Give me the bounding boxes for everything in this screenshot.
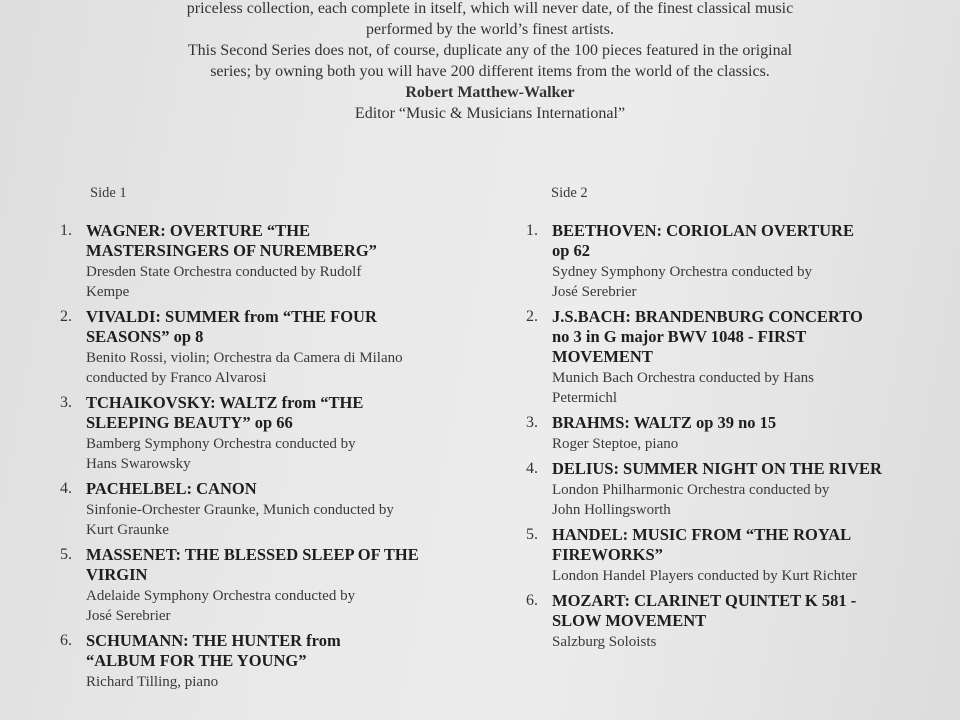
track-performer: Benito Rossi, violin; Orchestra da Camera di Milano conducted by Franco Alvarosi (86, 350, 403, 386)
track-item (514, 307, 954, 408)
track-item (48, 545, 488, 626)
intro-text (120, 0, 860, 124)
track-item (48, 631, 488, 692)
track-performer: London Philharmonic Orchestra conducted by John Hollingsworth (552, 482, 830, 518)
track-performer: Salzburg Soloists (552, 634, 657, 650)
track-title: BRAHMS: WALTZ op 39 no 15 (552, 413, 777, 432)
track-number: 4. (60, 480, 72, 497)
side2-heading: Side 2 (551, 185, 588, 201)
track-performer: Roger Steptoe, piano (552, 436, 679, 452)
track-title: TCHAIKOVSKY: WALTZ from “THE SLEEPING BEAUTY” op 66 (86, 393, 364, 432)
track-number: 6. (526, 592, 538, 609)
track-performer: Richard Tilling, piano (86, 674, 219, 690)
track-item (514, 525, 954, 586)
track-title: PACHELBEL: CANON (86, 479, 257, 498)
editor-name: Robert Matthew-Walker (405, 84, 575, 101)
track-number: 4. (526, 460, 538, 477)
track-title: BEETHOVEN: CORIOLAN OVERTURE op 62 (552, 221, 854, 260)
track-number: 1. (60, 222, 72, 239)
track-title: MOZART: CLARINET QUINTET K 581 - SLOW MOVEMENT (552, 591, 857, 630)
track-item (48, 479, 488, 540)
track-number: 2. (60, 308, 72, 325)
side2-track-list (514, 221, 954, 657)
track-title: DELIUS: SUMMER NIGHT ON THE RIVER (552, 459, 882, 478)
track-number: 5. (526, 526, 538, 543)
track-title: MASSENET: THE BLESSED SLEEP OF THE VIRGIN (86, 545, 419, 584)
intro-line: priceless collection, each complete in itself, which will never date, of the finest classical music (186, 0, 794, 17)
track-item (48, 393, 488, 474)
track-number: 3. (60, 394, 72, 411)
track-title: J.S.BACH: BRANDENBURG CONCERTO no 3 in G major BWV 1048 - FIRST MOVEMENT (552, 307, 863, 366)
track-item (514, 221, 954, 302)
track-title: VIVALDI: SUMMER from “THE FOUR SEASONS” op 8 (86, 307, 377, 346)
track-item (514, 413, 954, 454)
side1-heading: Side 1 (90, 185, 127, 201)
track-title: SCHUMANN: THE HUNTER from “ALBUM FOR THE YOUNG” (86, 631, 341, 670)
track-performer: Bamberg Symphony Orchestra conducted by Hans Swarowsky (86, 436, 356, 472)
track-performer: Munich Bach Orchestra conducted by Hans Petermichl (552, 370, 815, 406)
track-title: WAGNER: OVERTURE “THE MASTERSINGERS OF NUREMBERG” (86, 221, 377, 260)
track-item (48, 221, 488, 302)
track-performer: Sinfonie-Orchester Graunke, Munich conducted by Kurt Graunke (86, 502, 394, 538)
intro-line: This Second Series does not, of course, duplicate any of the 100 pieces featured in the original (187, 42, 793, 59)
track-number: 6. (60, 632, 72, 649)
editor-title: Editor “Music & Musicians International” (354, 105, 626, 122)
track-number: 2. (526, 308, 538, 325)
side1-track-list (48, 221, 488, 697)
track-number: 5. (60, 546, 72, 563)
track-performer: Sydney Symphony Orchestra conducted by José Serebrier (552, 264, 812, 300)
intro-line: performed by the world’s finest artists. (366, 21, 614, 38)
track-performer: Adelaide Symphony Orchestra conducted by José Serebrier (86, 588, 356, 624)
track-performer: London Handel Players conducted by Kurt Richter (552, 568, 857, 584)
track-performer: Dresden State Orchestra conducted by Rudolf Kempe (86, 264, 362, 300)
intro-line: series; by owning both you will have 200 different items from the world of the classics. (210, 63, 770, 80)
track-number: 3. (526, 414, 538, 431)
track-item (514, 459, 954, 520)
track-item (514, 591, 954, 652)
track-item (48, 307, 488, 388)
track-title: HANDEL: MUSIC FROM “THE ROYAL FIREWORKS” (552, 525, 852, 564)
track-number: 1. (526, 222, 538, 239)
